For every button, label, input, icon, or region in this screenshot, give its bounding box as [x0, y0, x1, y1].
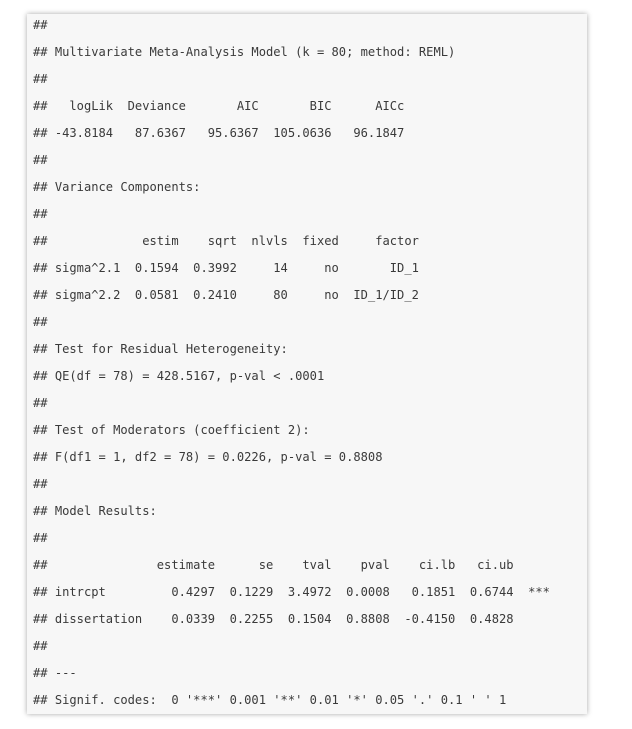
output-line-comment: ##: [33, 396, 48, 410]
output-line-comment: ##: [33, 207, 48, 221]
output-line-separator: ## ---: [33, 666, 77, 680]
output-line-comment: ##: [33, 72, 48, 86]
output-line-sigma-2: ## sigma^2.2 0.0581 0.2410 80 no ID_1/ID_2: [33, 288, 419, 302]
output-line-results-header: ## estimate se tval pval ci.lb ci.ub: [33, 558, 514, 572]
output-line-model-results-title: ## Model Results:: [33, 504, 157, 518]
output-line-moderators-title: ## Test of Moderators (coefficient 2):: [33, 423, 310, 437]
output-line-comment: ##: [33, 639, 48, 653]
output-line-sigma-1: ## sigma^2.1 0.1594 0.3992 14 no ID_1: [33, 261, 419, 275]
output-line-variance-header: ## estim sqrt nlvls fixed factor: [33, 234, 419, 248]
output-line-model-header: ## Multivariate Meta-Analysis Model (k = 80; method: REML): [33, 45, 456, 59]
output-line-comment: ##: [33, 18, 48, 32]
output-line-variance-components-title: ## Variance Components:: [33, 180, 201, 194]
output-line-qe-test: ## QE(df = 78) = 428.5167, p-val < .0001: [33, 369, 325, 383]
output-line-dissertation-row: ## dissertation 0.0339 0.2255 0.1504 0.8808 -0.4150 0.4828: [33, 612, 514, 626]
r-output-block: [27, 14, 587, 714]
output-line-heterogeneity-title: ## Test for Residual Heterogeneity:: [33, 342, 288, 356]
output-line-signif-codes: ## Signif. codes: 0 '***' 0.001 '**' 0.01 '*' 0.05 '.' 0.1 ' ' 1: [33, 693, 507, 707]
output-line-comment: ##: [33, 315, 48, 329]
output-line-fit-stats-values: ## -43.8184 87.6367 95.6367 105.0636 96.1847: [33, 126, 405, 140]
output-line-comment: ##: [33, 153, 48, 167]
output-line-comment: ##: [33, 531, 48, 545]
output-line-intrcpt-row: ## intrcpt 0.4297 0.1229 3.4972 0.0008 0.1851 0.6744 ***: [33, 585, 550, 599]
output-line-f-test: ## F(df1 = 1, df2 = 78) = 0.0226, p-val = 0.8808: [33, 450, 383, 464]
output-line-fit-stats-header: ## logLik Deviance AIC BIC AICc: [33, 99, 405, 113]
output-line-comment: ##: [33, 477, 48, 491]
